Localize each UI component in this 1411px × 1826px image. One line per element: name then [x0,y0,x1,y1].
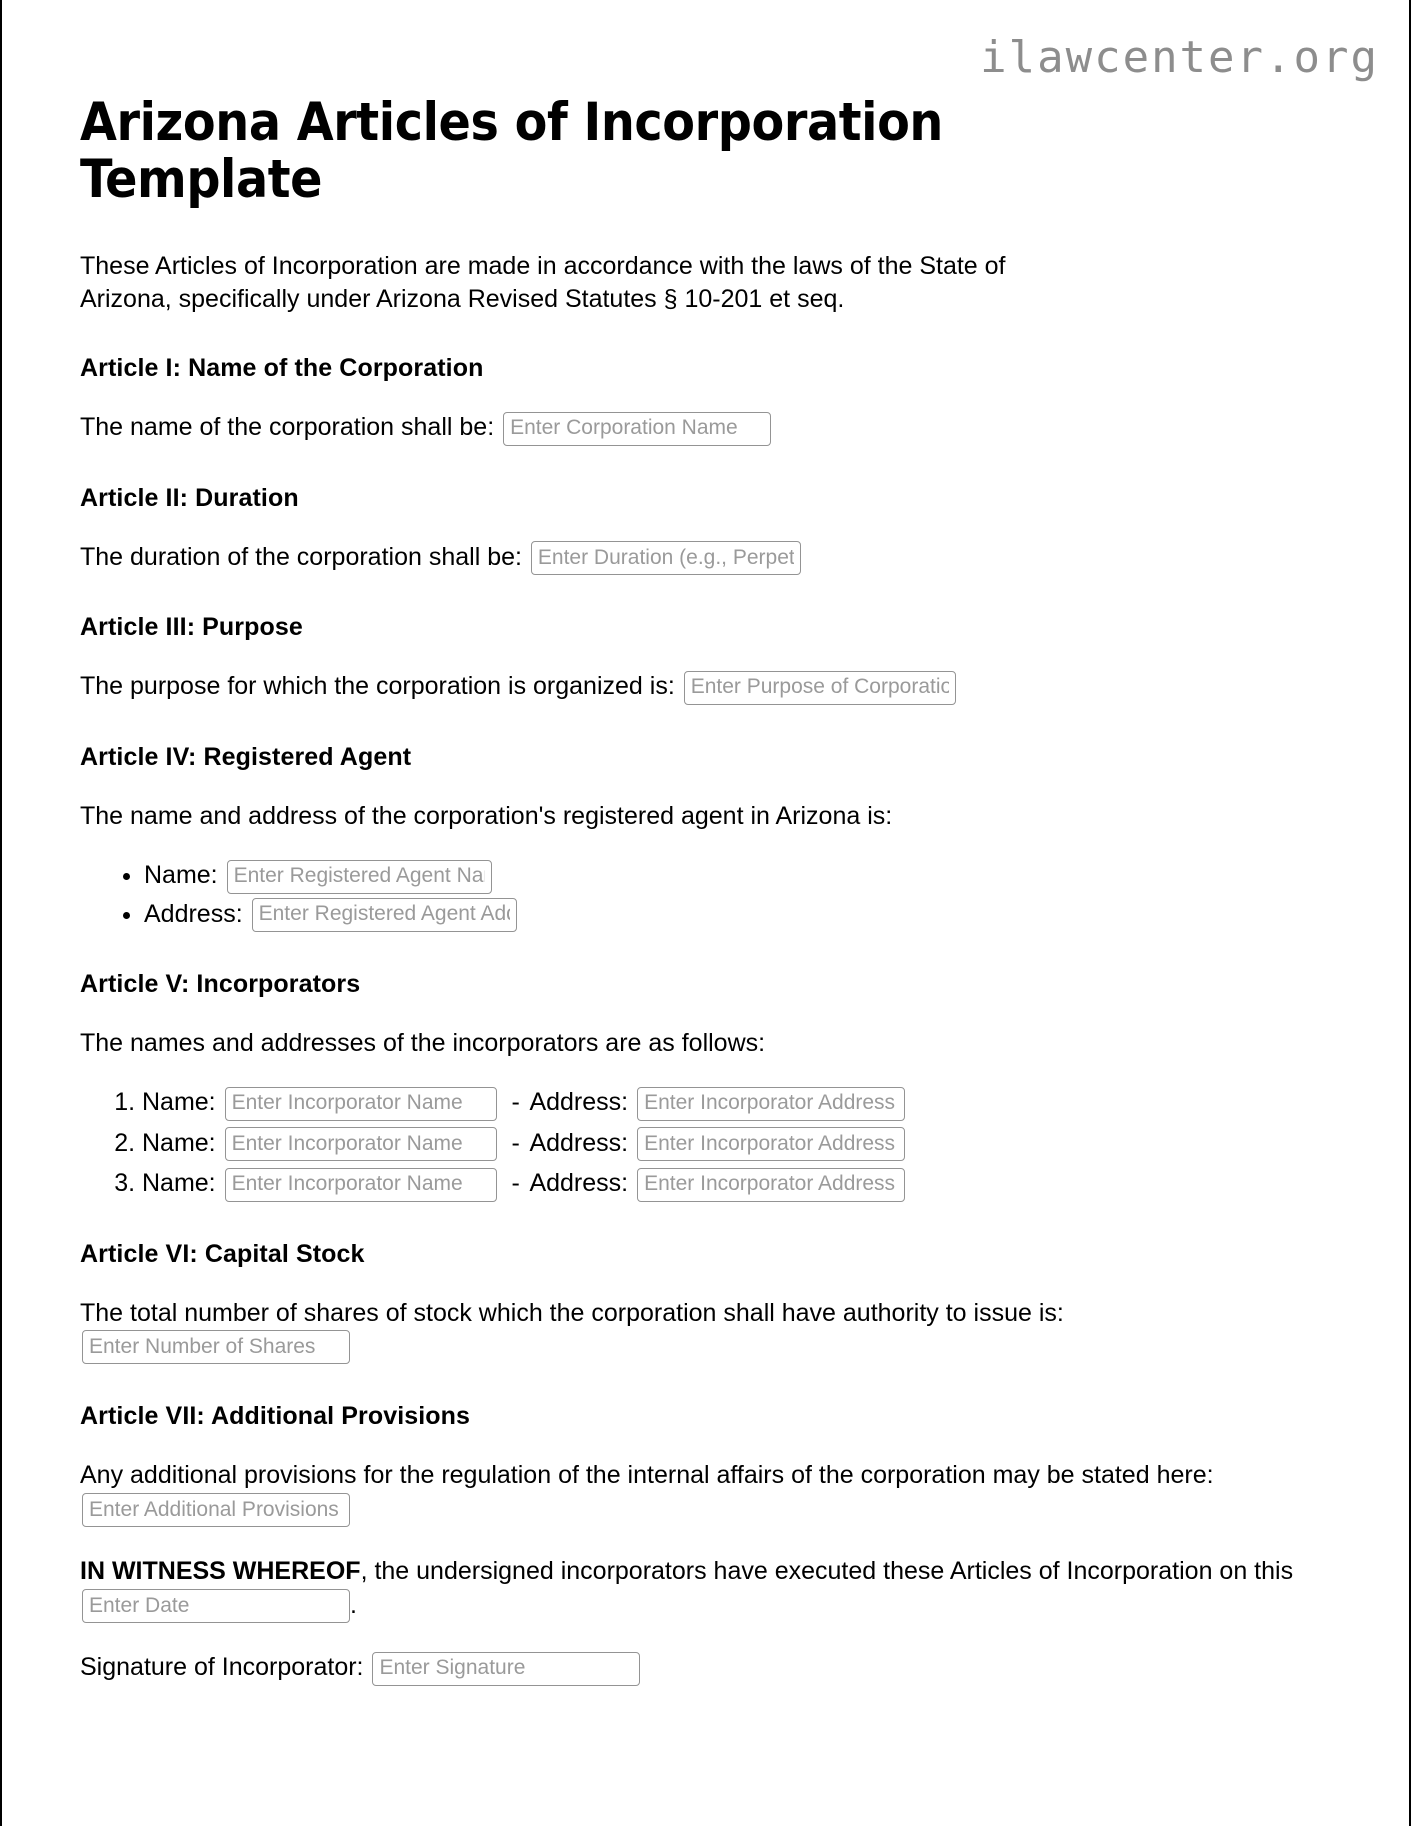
article-1-line [80,411,1331,445]
incorporators-list [80,1086,1331,1201]
signature-label: Signature of Incorporator: [80,1653,364,1682]
witness-paragraph [80,1555,1331,1623]
incorporator-2-name-input[interactable] [225,1127,497,1161]
signature-input[interactable] [372,1652,640,1686]
document-body [2,0,1409,1726]
registered-agent-address-input[interactable] [252,898,517,932]
corporation-name-input[interactable] [503,412,771,446]
article-1-lead-text: The name of the corporation shall be: [80,413,495,442]
page-title: Arizona Articles of Incorporation Template [80,92,943,211]
registered-agent-list [80,859,1331,932]
incorporator-3-name-input[interactable] [225,1168,497,1202]
article-7-lead-text: Any additional provisions for the regulation of the internal affairs of the corporation may be stated here: [80,1461,1214,1490]
intro-paragraph: These Articles of Incorporation are made in accordance with the laws of the State of Arizona, specifically under Arizona Revised Statutes § 10-201 et seq. [80,252,1006,314]
incorporator-address-label: Address: [529,1128,629,1157]
article-4-heading: Article IV: Registered Agent [80,742,412,771]
article-7-line [80,1459,1331,1527]
duration-input[interactable] [531,541,801,575]
incorporator-name-label: Name: [142,1169,216,1198]
incorporator-address-label: Address: [529,1088,629,1117]
list-item [142,1127,1331,1161]
article-3-heading: Article III: Purpose [80,613,303,642]
number-of-shares-input[interactable] [82,1330,350,1364]
incorporator-name-label: Name: [142,1128,216,1157]
article-4-lead: The name and address of the corporation's registered agent in Arizona is: [80,801,893,830]
article-2-line [80,541,1331,575]
article-3-lead-text: The purpose for which the corporation is organized is: [80,672,675,701]
incorporator-address-label: Address: [529,1169,629,1198]
article-6-lead-text: The total number of shares of stock which the corporation shall have authority to issue is: [80,1298,1064,1327]
list-item [142,1167,1331,1201]
list-item [144,859,1331,893]
row-separator: - [511,1088,520,1117]
incorporator-3-address-input[interactable] [637,1168,905,1202]
article-2-lead-text: The duration of the corporation shall be: [80,542,522,571]
list-item [142,1086,1331,1120]
witness-period: . [350,1590,357,1619]
agent-address-label: Address: [144,899,243,928]
article-1-heading: Article I: Name of the Corporation [80,354,484,383]
article-2-heading: Article II: Duration [80,483,299,512]
article-5-heading: Article V: Incorporators [80,969,361,998]
incorporator-name-label: Name: [142,1088,216,1117]
row-separator: - [511,1128,520,1157]
article-6-line [80,1297,1331,1365]
incorporator-1-name-input[interactable] [225,1087,497,1121]
witness-bold-lead: IN WITNESS WHEREOF [80,1557,361,1586]
agent-name-label: Name: [144,861,218,890]
registered-agent-name-input[interactable] [227,860,492,894]
list-item [144,898,1331,932]
purpose-input[interactable] [684,671,956,705]
incorporator-2-address-input[interactable] [637,1127,905,1161]
site-watermark: ilawcenter.org [980,32,1379,83]
incorporator-1-address-input[interactable] [637,1087,905,1121]
additional-provisions-input[interactable] [82,1493,350,1527]
article-7-heading: Article VII: Additional Provisions [80,1402,471,1431]
row-separator: - [511,1169,520,1198]
date-input[interactable] [82,1589,350,1623]
signature-paragraph [80,1651,1331,1685]
article-5-lead: The names and addresses of the incorporators are as follows: [80,1028,766,1057]
article-3-line [80,670,1331,704]
article-6-heading: Article VI: Capital Stock [80,1239,365,1268]
witness-text: , the undersigned incorporators have executed these Articles of Incorporation on this [360,1557,1294,1586]
